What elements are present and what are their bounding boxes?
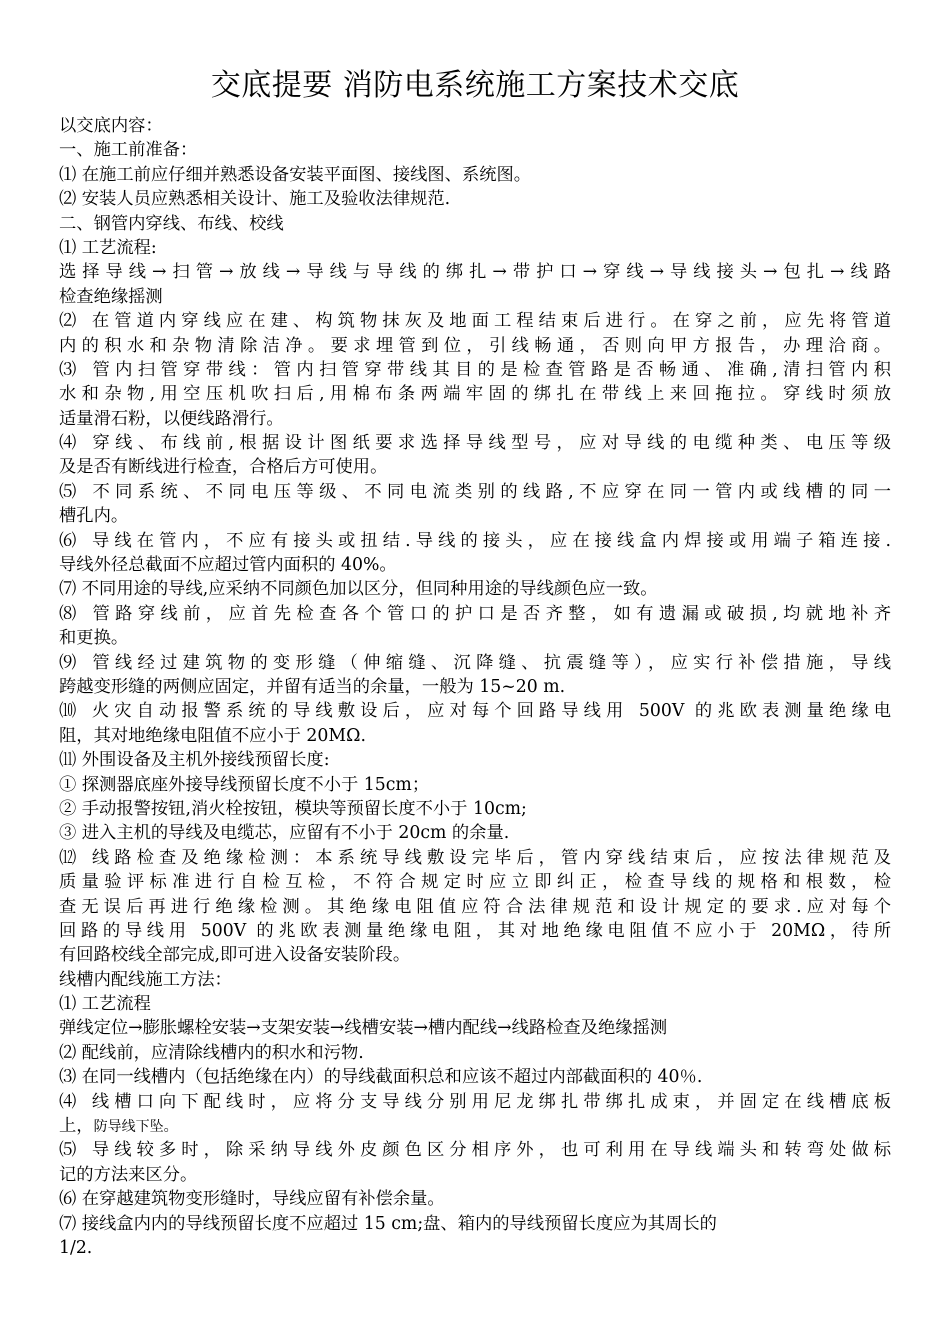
- line-text: 二、钢管内穿线、布线、校线: [59, 213, 284, 234]
- line-text: ⑷ 线槽口向下配线时，应将分支导线分别用尼龙绑扎带绑扎成束，并固定在线槽底板: [59, 1091, 891, 1112]
- text-line: [59, 919, 891, 943]
- line-text: ① 探测器底座外接导线预留长度不小于 15cm；: [59, 774, 430, 795]
- line-text: 一、施工前准备：: [59, 140, 198, 161]
- text-line: [59, 236, 891, 260]
- line-text: ② 手动报警按钮,消火栓按钮，模块等预留长度不小于 10cm;: [59, 798, 527, 819]
- text-line: [59, 309, 891, 333]
- text-line: [59, 1041, 891, 1065]
- document-title: 交底提要 消防电系统施工方案技术交底: [210, 68, 740, 103]
- text-line: [59, 260, 891, 284]
- line-text: 1/2.: [59, 1237, 93, 1258]
- text-line: [59, 675, 891, 699]
- line-text: ⑻ 管路穿线前，应首先检查各个管口的护口是否齐整，如有遗漏或破损,均就地补齐: [59, 603, 891, 624]
- line-text: 跨越变形缝的两侧应固定，并留有适当的余量，一般为 15~20 m.: [59, 676, 566, 697]
- line-text: 水和杂物,用空压机吹扫后,用棉布条两端牢固的绑扎在带线上来回拖拉。穿线时须放: [59, 384, 891, 405]
- line-text: ③ 进入主机的导线及电缆芯，应留有不小于 20cm 的余量.: [59, 823, 510, 844]
- text-line: [59, 626, 891, 650]
- text-line: [59, 992, 891, 1016]
- line-text: 适量滑石粉，以便线路滑行。: [59, 408, 284, 429]
- text-line: [59, 724, 891, 748]
- line-text: 及是否有断线进行检查，合格后方可使用。: [59, 457, 388, 478]
- text-line: [59, 1163, 891, 1187]
- line-text: ⑵ 配线前，应清除线槽内的积水和污物.: [59, 1042, 364, 1063]
- line-text: ⑴ 工艺流程: [59, 994, 151, 1015]
- line-text: 选择导线→扫管→放线→导线与导线的绑扎→带护口→穿线→导线接头→包扎→线路: [59, 262, 891, 283]
- text-line: [59, 1016, 891, 1040]
- line-text: ⑸ 导线较多时，除采纳导线外皮颜色区分相序外，也可利用在导线端头和转弯处做标: [59, 1140, 891, 1161]
- text-line: [59, 407, 891, 431]
- line-text: 线槽内配线施工方法：: [59, 969, 232, 990]
- line-text: 上，: [59, 1116, 94, 1137]
- line-text: 查无误后再进行绝缘检测。其绝缘电阻值应符合法律规范和设计规定的要求.应对每个: [59, 896, 891, 917]
- text-line: [59, 334, 891, 358]
- line-text: 槽孔内。: [59, 506, 129, 527]
- text-line: [59, 602, 891, 626]
- line-text: ⑵ 在管道内穿线应在建、构筑物抹灰及地面工程结束后进行。在穿之前，应先将管道: [59, 311, 891, 332]
- line-text: ⑺ 接线盒内内的导线预留长度不应超过 15 cm;盘、箱内的导线预留长度应为其周长的: [59, 1213, 717, 1234]
- line-text: ⑾ 外围设备及主机外接线预留长度:: [59, 750, 330, 771]
- text-line: [59, 821, 891, 845]
- line-text: ⑽ 火灾自动报警系统的导线敷设后，应对每个回路导线用 500V 的兆欧表测量绝缘电: [59, 701, 891, 722]
- text-line: [59, 797, 891, 821]
- text-line: [59, 455, 891, 479]
- text-line: [59, 1187, 891, 1211]
- text-line: [59, 285, 891, 309]
- text-line: [59, 358, 891, 382]
- line-text: ⑸ 不同系统、不同电压等级、不同电流类别的线路,不应穿在同一管内或线槽的同一: [59, 481, 891, 502]
- line-text: ⑿ 线路检查及绝缘检测：本系统导线敷设完毕后，管内穿线结束后，应按法律规范及: [59, 847, 891, 868]
- text-line: [59, 1236, 891, 1260]
- line-text: 记的方法来区分。: [59, 1164, 198, 1185]
- text-line: [59, 187, 891, 211]
- line-text: ⑼ 管线经过建筑物的变形缝（伸缩缝、沉降缝、抗震缝等），应实行补偿措施，导线: [59, 652, 891, 673]
- line-text: ⑺ 不同用途的导线,应采纳不同颜色加以区分，但同种用途的导线颜色应一致。: [59, 579, 658, 600]
- text-line: [59, 431, 891, 455]
- document-body: [59, 114, 891, 1260]
- line-text: ⑹ 在穿越建筑物变形缝时，导线应留有补偿余量。: [59, 1189, 445, 1210]
- line-text: ⑷ 穿线、布线前,根据设计图纸要求选择导线型号，应对导线的电缆种类、电压等级: [59, 433, 891, 454]
- text-line: [59, 504, 891, 528]
- line-text: 有回路校线全部完成,即可进入设备安装阶段。: [59, 945, 411, 966]
- text-line: [59, 846, 891, 870]
- text-line: [59, 114, 891, 138]
- text-line: [59, 870, 891, 894]
- line-text: 弹线定位→膨胀螺栓安装→支架安装→线槽安装→槽内配线→线路检查及绝缘摇测: [59, 1018, 668, 1039]
- line-text: 内的积水和杂物清除洁净。要求埋管到位，引线畅通，否则向甲方报告，办理洽商。: [59, 335, 891, 356]
- line-text: ⑶ 在同一线槽内（包括绝缘在内）的导线截面积总和应该不超过内部截面积的 40％.: [59, 1067, 703, 1088]
- line-text: 检查绝缘摇测: [59, 286, 163, 307]
- text-line: [59, 553, 891, 577]
- text-line: [59, 480, 891, 504]
- line-text: 导线外径总截面不应超过管内面积的 40%。: [59, 555, 397, 576]
- text-line: [59, 895, 891, 919]
- text-line: [59, 651, 891, 675]
- line-text: 和更换。: [59, 628, 129, 649]
- text-line: [59, 968, 891, 992]
- line-text: ⑴ 工艺流程:: [59, 237, 157, 258]
- text-line: [59, 577, 891, 601]
- text-line: [59, 529, 891, 553]
- text-line: [59, 1138, 891, 1162]
- text-line: [59, 1065, 891, 1089]
- text-line: [59, 1090, 891, 1114]
- text-line: [59, 163, 891, 187]
- text-line: [59, 382, 891, 406]
- text-line: [59, 138, 891, 162]
- line-text: ⑶ 管内扫管穿带线：管内扫管穿带线其目的是检查管路是否畅通、准确,清扫管内积: [59, 359, 891, 380]
- text-line: [59, 748, 891, 772]
- line-text: ⑹ 导线在管内，不应有接头或扭结.导线的接头，应在接线盒内焊接或用端子箱连接.: [59, 530, 891, 551]
- line-text: ⑵ 安装人员应熟悉相关设计、施工及验收法律规范.: [59, 189, 451, 210]
- text-line: [59, 699, 891, 723]
- line-text-small: 防导线下坠。: [93, 1119, 178, 1136]
- text-line: [59, 943, 891, 967]
- text-line: [59, 1114, 891, 1138]
- line-text: 回路的导线用 500V 的兆欧表测量绝缘电阻，其对地绝缘电阻值不应小于 20MΩ，待所: [59, 920, 891, 941]
- line-text: 阻，其对地绝缘电阻值不应小于 20MΩ.: [59, 725, 366, 746]
- line-text: 质量验评标准进行自检互检，不符合规定时应立即纠正，检查导线的规格和根数，检: [59, 872, 891, 893]
- text-line: [59, 773, 891, 797]
- text-line: [59, 1212, 891, 1236]
- text-line: [59, 212, 891, 236]
- line-text: 以交底内容：: [59, 116, 163, 136]
- line-text: ⑴ 在施工前应仔细并熟悉设备安装平面图、接线图、系统图。: [59, 164, 532, 185]
